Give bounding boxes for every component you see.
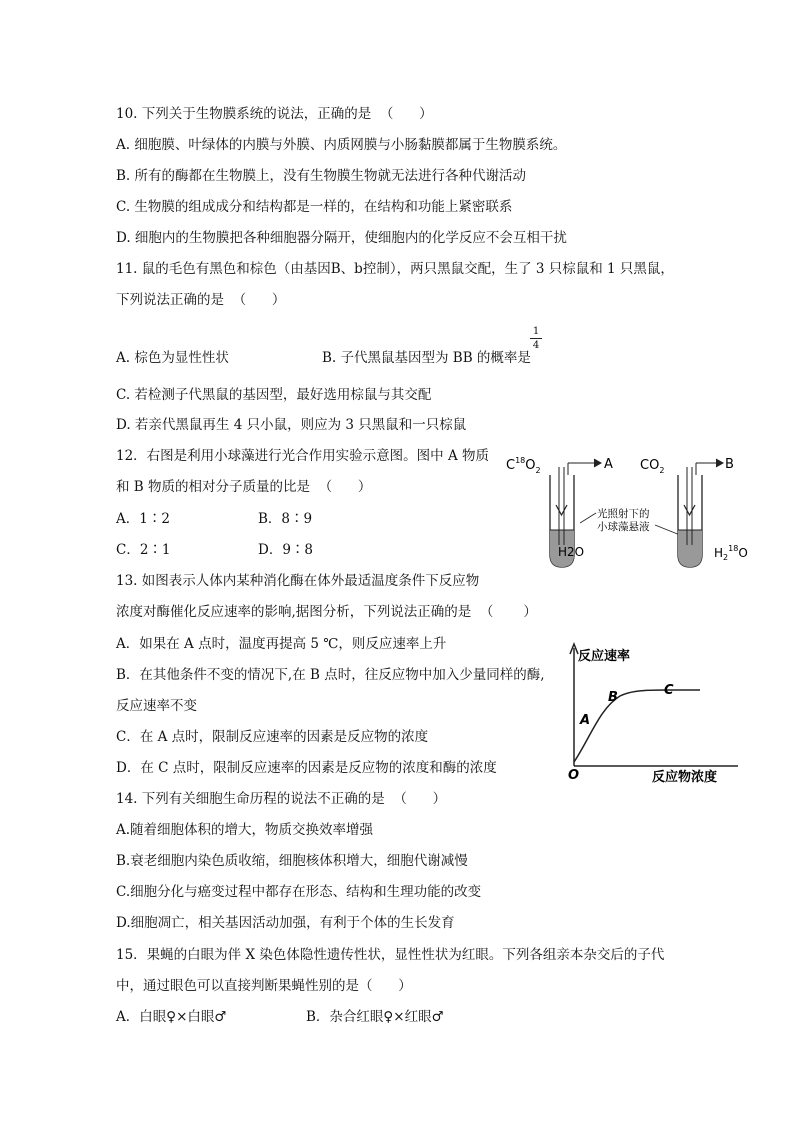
q12-stem-line1: 12．右图是利用小球藻进行光合作用实验示意图。图中 A 物质	[116, 448, 490, 464]
q11-option-d: D. 若亲代黑鼠再生 4 只小鼠，则应为 3 只黑鼠和一只棕鼠	[116, 417, 467, 433]
q14-option-a: A.随着细胞体积的增大，物质交换效率增强	[116, 822, 374, 838]
y-axis-label: 反应速率	[578, 649, 631, 664]
suspension-label-line1: 光照射下的	[597, 508, 650, 520]
q14-option-b: B.衰老细胞内染色质收缩，细胞核体积增大，细胞代谢减慢	[116, 853, 468, 869]
q12-option-c: C．2∶1	[116, 542, 171, 558]
q13-option-a: A．如果在 A 点时，温度再提高 5 ℃，则反应速率上升	[116, 636, 447, 652]
fraction-numerator: 1	[532, 326, 540, 337]
output-a-label: A	[604, 457, 613, 472]
q10-option-a: A. 细胞膜、叶绿体的内膜与外膜、内质网膜与小肠黏膜都属于生物膜系统。	[116, 137, 567, 153]
fraction-denominator: 4	[532, 340, 540, 351]
left-gas-label: $C^{18}O_2$	[506, 456, 541, 475]
point-c-label: C	[664, 683, 674, 698]
q15-stem-line2: 中，通过眼色可以直接判断果蝇性别的是（ ）	[116, 978, 412, 994]
q14-option-c: C.细胞分化与癌变过程中都存在形态、结构和生理功能的改变	[116, 884, 482, 900]
q13-stem-line2: 浓度对酶催化反应速率的影响,据图分析，下列说法正确的是 （ ）	[116, 604, 537, 620]
left-water-label: H2O	[558, 545, 585, 559]
q11-stem-line1: 11. 鼠的毛色有黑色和棕色（由基因B、b控制），两只黑鼠交配，生了 3 只棕鼠和 1 只黑鼠，	[116, 261, 674, 277]
q15-option-a: A．白眼♀×白眼♂	[116, 1009, 227, 1025]
photosynthesis-tubes-figure	[500, 445, 770, 570]
q12-stem-line2: 和 B 物质的相对分子质量的比是 （ ）	[116, 479, 372, 495]
q11-option-a: A. 棕色为显性性状	[116, 350, 229, 366]
q13-option-d: D．在 C 点时，限制反应速率的因素是反应物的浓度和酶的浓度	[116, 760, 497, 776]
origin-label: O	[568, 768, 580, 783]
right-water-label: $H_2^{18}O$	[714, 544, 748, 562]
rate-curve	[574, 690, 700, 762]
q14-option-d: D.细胞凋亡，相关基因活动加强，有利于个体的生长发育	[116, 915, 455, 931]
x-axis-label: 反应物浓度	[652, 770, 718, 785]
q11-option-b: B. 子代黑鼠基因型为 BB 的概率是	[322, 350, 531, 366]
q13-stem-line1: 13. 如图表示人体内某种消化酶在体外最适温度条件下反应物	[116, 573, 480, 589]
q12-option-b: B．8∶9	[258, 511, 313, 527]
point-a-label: A	[580, 713, 591, 728]
q12-option-a: A．1∶2	[116, 511, 170, 527]
q10-stem: 10. 下列关于生物膜系统的说法，正确的是 （ ）	[116, 106, 433, 122]
q15-stem-line1: 15．果蝇的白眼为伴 X 染色体隐性遗传性状，显性性状为红眼。下列各组亲本杂交后的子代	[116, 947, 665, 963]
q10-option-d: D. 细胞内的生物膜把各种细胞器分隔开，使细胞内的化学反应不会互相干扰	[116, 230, 567, 246]
q12-option-d: D．9∶8	[258, 542, 314, 558]
q11-stem-line2: 下列说法正确的是 （ ）	[116, 292, 286, 308]
q14-stem: 14. 下列有关细胞生命历程的说法不正确的是 （ ）	[116, 791, 447, 807]
q10-option-b: B. 所有的酶都在生物膜上，没有生物膜生物就无法进行各种代谢活动	[116, 168, 527, 184]
q11-option-c: C. 若检测子代黑鼠的基因型，最好选用棕鼠与其交配	[116, 387, 432, 403]
q13-option-b-line2: 反应速率不变	[116, 698, 197, 714]
right-gas-label: $CO_2$	[640, 458, 665, 475]
point-b-label: B	[608, 690, 618, 705]
q13-option-c: C．在 A 点时，限制反应速率的因素是反应物的浓度	[116, 729, 429, 745]
suspension-label-line2: 小球藻悬液	[597, 521, 650, 533]
q10-option-c: C. 生物膜的组成成分和结构都是一样的，在结构和功能上紧密联系	[116, 199, 513, 215]
q15-option-b: B．杂合红眼♀×红眼♂	[306, 1009, 444, 1025]
output-b-label: B	[725, 457, 734, 472]
q11-fraction	[530, 326, 542, 351]
q13-option-b-line1: B．在其他条件不变的情况下,在 B 点时，往反应物中加入少量同样的酶,	[116, 667, 545, 683]
reaction-rate-chart	[560, 638, 750, 788]
